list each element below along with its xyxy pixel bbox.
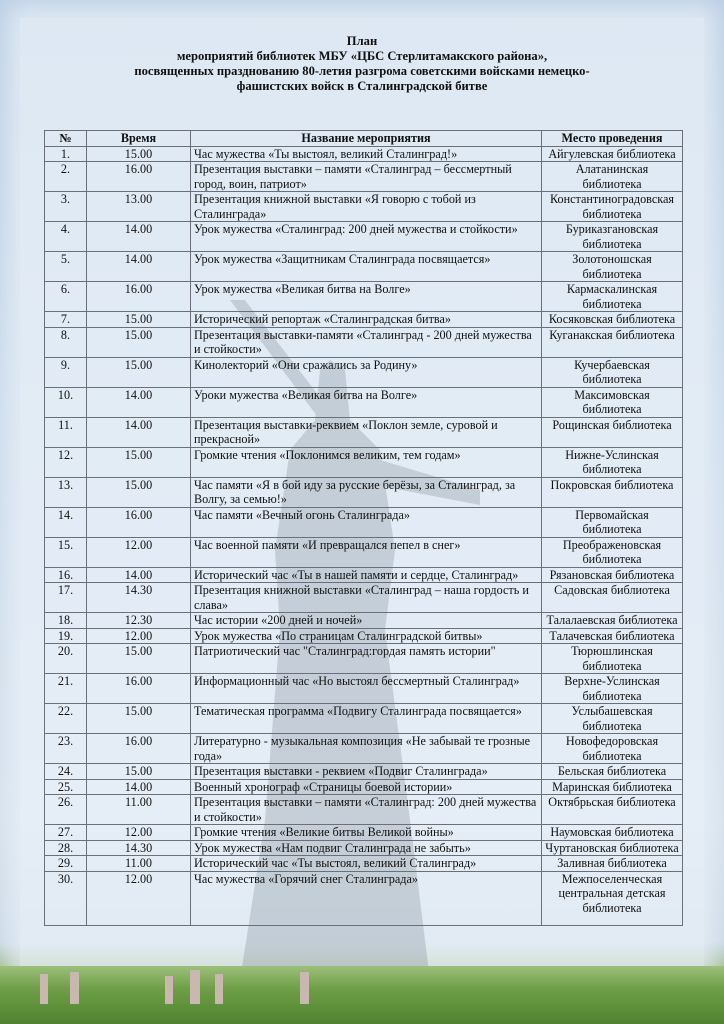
row-event-name: Информационный час «Но выстоял бессмертный Сталинград» — [191, 674, 542, 704]
header-number: № — [45, 131, 87, 147]
row-event-name: Презентация выставки – памяти «Сталинград – бессмертный город, воин, патриот» — [191, 162, 542, 192]
table-row — [45, 507, 683, 537]
table-row — [45, 327, 683, 357]
row-number: 11. — [45, 417, 87, 447]
row-event-name: Час мужества «Горячий снег Сталинграда» — [191, 871, 542, 925]
table-row — [45, 222, 683, 252]
table-row — [45, 162, 683, 192]
table-row — [45, 856, 683, 872]
row-number: 27. — [45, 825, 87, 841]
row-time: 14.00 — [87, 567, 191, 583]
row-event-name: Час военной памяти «И превращался пепел в снег» — [191, 537, 542, 567]
row-event-name: Час памяти «Вечный огонь Сталинграда» — [191, 507, 542, 537]
row-number: 20. — [45, 644, 87, 674]
row-time: 16.00 — [87, 282, 191, 312]
row-number: 2. — [45, 162, 87, 192]
row-time: 16.00 — [87, 674, 191, 704]
row-place: Октябрьская библиотека — [542, 795, 683, 825]
row-place: Маринская библиотека — [542, 779, 683, 795]
row-event-name: Урок мужества «Нам подвиг Сталинграда не забыть» — [191, 840, 542, 856]
row-event-name: Литературно - музыкальная композиция «Не забывай те грозные года» — [191, 734, 542, 764]
row-place: Кармаскалинская библиотека — [542, 282, 683, 312]
table-row — [45, 252, 683, 282]
table-row — [45, 628, 683, 644]
row-number: 28. — [45, 840, 87, 856]
row-time: 12.00 — [87, 871, 191, 925]
row-number: 19. — [45, 628, 87, 644]
row-time: 14.30 — [87, 583, 191, 613]
table-row — [45, 537, 683, 567]
table-row — [45, 764, 683, 780]
row-place: Айгулевская библиотека — [542, 146, 683, 162]
table-row — [45, 417, 683, 447]
row-place: Рязановская библиотека — [542, 567, 683, 583]
table-row — [45, 583, 683, 613]
row-place: Тюрюшлинская библиотека — [542, 644, 683, 674]
row-time: 15.00 — [87, 477, 191, 507]
row-time: 16.00 — [87, 734, 191, 764]
table-row — [45, 871, 683, 925]
row-number: 5. — [45, 252, 87, 282]
row-place: Кучербаевская библиотека — [542, 357, 683, 387]
row-place: Услыбашевская библиотека — [542, 704, 683, 734]
row-number: 1. — [45, 146, 87, 162]
row-number: 7. — [45, 312, 87, 328]
row-place: Бельская библиотека — [542, 764, 683, 780]
row-time: 12.00 — [87, 825, 191, 841]
table-row — [45, 825, 683, 841]
row-place: Нижне-Услинская библиотека — [542, 447, 683, 477]
header-time: Время — [87, 131, 191, 147]
table-row — [45, 644, 683, 674]
row-number: 14. — [45, 507, 87, 537]
table-row — [45, 447, 683, 477]
row-event-name: Исторический час «Ты выстоял, великий Сталинград» — [191, 856, 542, 872]
row-number: 16. — [45, 567, 87, 583]
row-time: 14.30 — [87, 840, 191, 856]
row-place: Буриказгановская библиотека — [542, 222, 683, 252]
row-event-name: Презентация выставки-реквием «Поклон земле, суровой и прекрасной» — [191, 417, 542, 447]
row-time: 14.00 — [87, 387, 191, 417]
row-event-name: Тематическая программа «Подвигу Сталинграда посвящается» — [191, 704, 542, 734]
title-line: фашистских войск в Сталинградской битве — [236, 79, 488, 93]
row-time: 15.00 — [87, 704, 191, 734]
row-place: Косяковская библиотека — [542, 312, 683, 328]
row-time: 15.00 — [87, 357, 191, 387]
row-number: 8. — [45, 327, 87, 357]
row-number: 4. — [45, 222, 87, 252]
row-place: Талачевская библиотека — [542, 628, 683, 644]
row-place: Золотоношская библиотека — [542, 252, 683, 282]
row-time: 15.00 — [87, 312, 191, 328]
row-event-name: Урок мужества «По страницам Сталинградской битвы» — [191, 628, 542, 644]
row-place: Чуртановская библиотека — [542, 840, 683, 856]
row-time: 14.00 — [87, 252, 191, 282]
header-place: Место проведения — [542, 131, 683, 147]
row-event-name: Презентация книжной выставки «Я говорю с тобой из Сталинграда» — [191, 192, 542, 222]
row-place: Заливная библиотека — [542, 856, 683, 872]
row-time: 14.00 — [87, 779, 191, 795]
row-event-name: Военный хронограф «Страницы боевой истории» — [191, 779, 542, 795]
events-table — [44, 130, 683, 926]
row-time: 13.00 — [87, 192, 191, 222]
row-time: 11.00 — [87, 856, 191, 872]
row-time: 11.00 — [87, 795, 191, 825]
row-number: 29. — [45, 856, 87, 872]
row-event-name: Презентация выставки – памяти «Сталинград: 200 дней мужества и стойкости» — [191, 795, 542, 825]
row-event-name: Час истории «200 дней и ночей» — [191, 613, 542, 629]
row-event-name: Кинолекторий «Они сражались за Родину» — [191, 357, 542, 387]
row-time: 12.30 — [87, 613, 191, 629]
table-row — [45, 734, 683, 764]
row-event-name: Презентация выставки - реквием «Подвиг Сталинграда» — [191, 764, 542, 780]
row-time: 15.00 — [87, 644, 191, 674]
row-time: 15.00 — [87, 146, 191, 162]
row-event-name: Урок мужества «Защитникам Сталинграда посвящается» — [191, 252, 542, 282]
row-place: Талалаевская библиотека — [542, 613, 683, 629]
row-event-name: Урок мужества «Великая битва на Волге» — [191, 282, 542, 312]
row-number: 18. — [45, 613, 87, 629]
table-row — [45, 567, 683, 583]
table-row — [45, 840, 683, 856]
document-title — [20, 34, 704, 94]
table-row — [45, 312, 683, 328]
table-row — [45, 357, 683, 387]
row-time: 14.00 — [87, 417, 191, 447]
table-row — [45, 477, 683, 507]
row-place: Межпоселенческая центральная детская библиотека — [542, 871, 683, 925]
row-time: 15.00 — [87, 447, 191, 477]
row-time: 15.00 — [87, 764, 191, 780]
row-event-name: Час памяти «Я в бой иду за русские берёзы, за Сталинград, за Волгу, за семью!» — [191, 477, 542, 507]
row-place: Рощинская библиотека — [542, 417, 683, 447]
row-number: 12. — [45, 447, 87, 477]
title-line: мероприятий библиотек МБУ «ЦБС Стерлитамакского района», — [176, 49, 548, 63]
row-event-name: Презентация выставки-памяти «Сталинград - 200 дней мужества и стойкости» — [191, 327, 542, 357]
row-place: Первомайская библиотека — [542, 507, 683, 537]
row-event-name: Патриотический час "Сталинград:гордая память истории" — [191, 644, 542, 674]
row-event-name: Исторический репортаж «Сталинградская битва» — [191, 312, 542, 328]
row-time: 16.00 — [87, 162, 191, 192]
row-time: 12.00 — [87, 628, 191, 644]
table-row — [45, 387, 683, 417]
row-number: 24. — [45, 764, 87, 780]
row-event-name: Громкие чтения «Поклонимся великим, тем годам» — [191, 447, 542, 477]
row-event-name: Урок мужества «Сталинград: 200 дней мужества и стойкости» — [191, 222, 542, 252]
row-time: 14.00 — [87, 222, 191, 252]
row-number: 23. — [45, 734, 87, 764]
row-event-name: Исторический час «Ты в нашей памяти и сердце, Сталинград» — [191, 567, 542, 583]
row-place: Куганакская библиотека — [542, 327, 683, 357]
row-place: Верхне-Услинская библиотека — [542, 674, 683, 704]
row-place: Преображеновская библиотека — [542, 537, 683, 567]
row-number: 26. — [45, 795, 87, 825]
people-silhouettes — [30, 966, 330, 1006]
title-line: посвященных празднованию 80-летия разгрома советскими войсками немецко- — [134, 64, 590, 78]
table-row — [45, 282, 683, 312]
table-row — [45, 613, 683, 629]
header-event-name: Название мероприятия — [191, 131, 542, 147]
table-row — [45, 192, 683, 222]
table-body — [45, 146, 683, 925]
row-event-name: Час мужества «Ты выстоял, великий Сталинград!» — [191, 146, 542, 162]
table-header-row — [45, 131, 683, 147]
title-line: План — [346, 34, 378, 48]
row-number: 30. — [45, 871, 87, 925]
row-place: Константиноградовская библиотека — [542, 192, 683, 222]
row-number: 10. — [45, 387, 87, 417]
table-row — [45, 779, 683, 795]
table-row — [45, 146, 683, 162]
row-number: 9. — [45, 357, 87, 387]
row-time: 12.00 — [87, 537, 191, 567]
row-number: 3. — [45, 192, 87, 222]
row-place: Садовская библиотека — [542, 583, 683, 613]
row-place: Алатанинская библиотека — [542, 162, 683, 192]
row-place: Наумовская библиотека — [542, 825, 683, 841]
row-number: 25. — [45, 779, 87, 795]
row-number: 13. — [45, 477, 87, 507]
row-event-name: Громкие чтения «Великие битвы Великой войны» — [191, 825, 542, 841]
row-number: 15. — [45, 537, 87, 567]
row-place: Максимовская библиотека — [542, 387, 683, 417]
table-row — [45, 674, 683, 704]
row-number: 17. — [45, 583, 87, 613]
row-number: 21. — [45, 674, 87, 704]
row-event-name: Презентация книжной выставки «Сталинград – наша гордость и слава» — [191, 583, 542, 613]
row-number: 22. — [45, 704, 87, 734]
row-event-name: Уроки мужества «Великая битва на Волге» — [191, 387, 542, 417]
table-row — [45, 795, 683, 825]
row-number: 6. — [45, 282, 87, 312]
row-time: 15.00 — [87, 327, 191, 357]
table-row — [45, 704, 683, 734]
row-time: 16.00 — [87, 507, 191, 537]
row-place: Новофедоровская библиотека — [542, 734, 683, 764]
row-place: Покровская библиотека — [542, 477, 683, 507]
